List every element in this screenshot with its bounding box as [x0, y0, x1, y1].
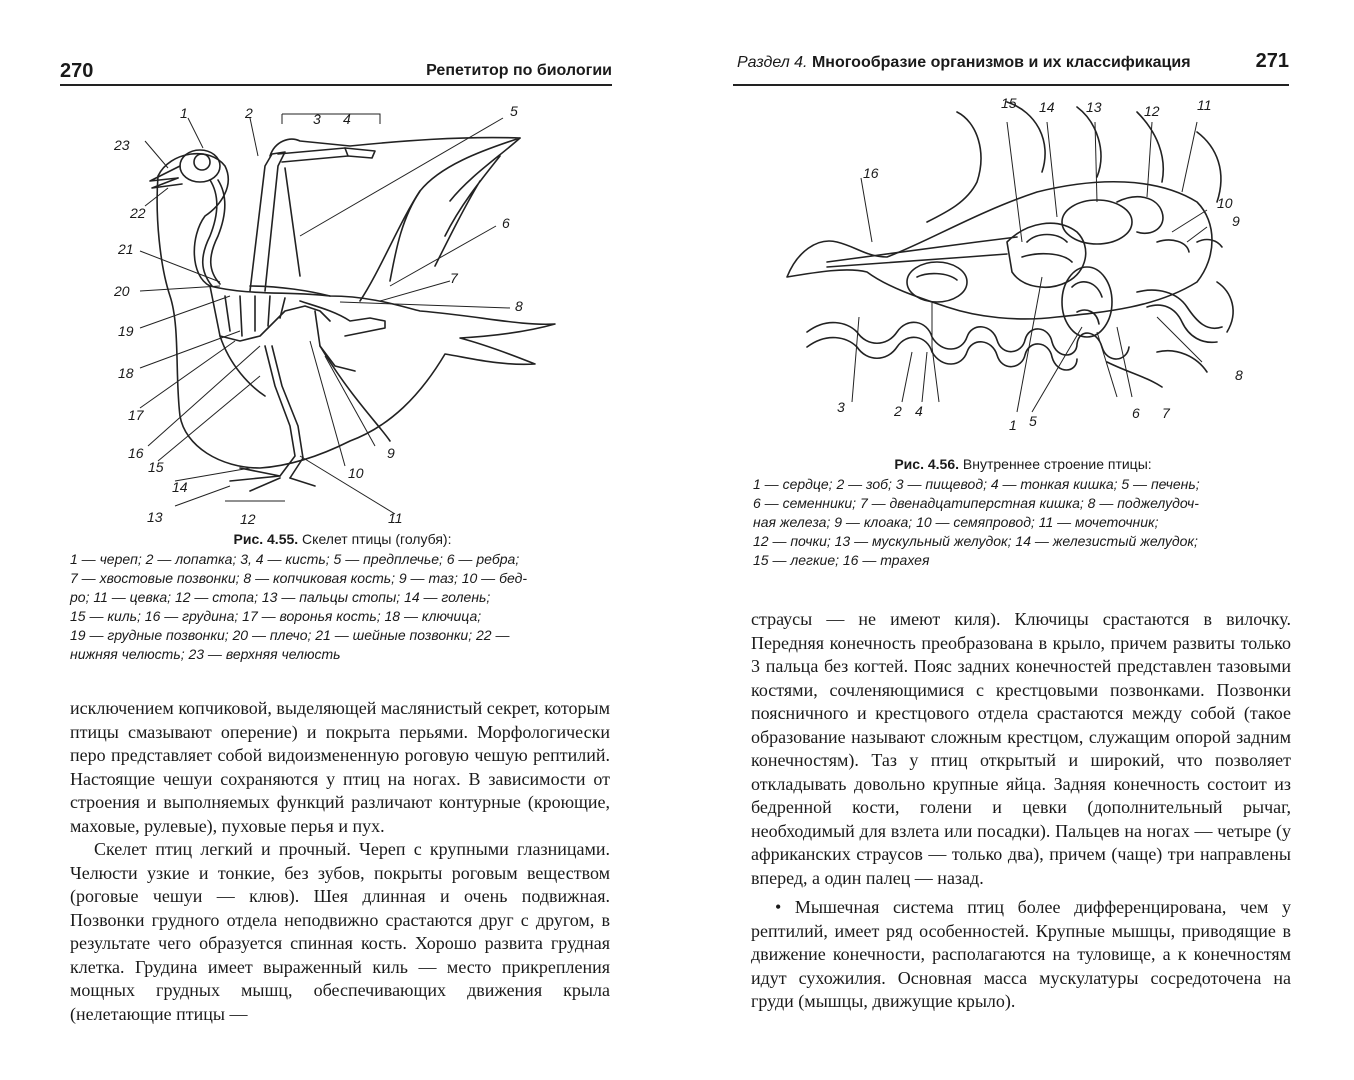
caption-line: 15 — легкие; 16 — трахея — [753, 552, 930, 568]
body-text — [70, 697, 610, 1026]
paragraph: • Мышечная система птиц более дифференцирована, чем у рептилий, имеет ряд особенностей. Крупные мышцы, приводящие в движение конечности, располагаются на туловище, а к конечностям идут сухожилия. Основная масса мускулатуры сосредоточена на груди (мышцы, движущие крыло). — [751, 897, 1291, 1011]
right-page — [677, 0, 1354, 1080]
figure-label: 6 — [1132, 405, 1140, 421]
figure-label: 16 — [128, 445, 144, 461]
right-page-header — [733, 50, 1289, 86]
figure-label: 9 — [1232, 213, 1240, 229]
section-label: Раздел 4. — [737, 54, 808, 71]
figure-label: 5 — [1029, 413, 1037, 429]
figure-label: 14 — [1039, 99, 1055, 115]
section-title: Многообразие организмов и их классификация — [807, 54, 1191, 71]
figure-label: 15 — [1001, 95, 1017, 111]
caption-line: ро; 11 — цевка; 12 — стопа; 13 — пальцы стопы; 14 — голень; — [70, 589, 491, 605]
figure-label: 3 — [313, 111, 321, 127]
figure-caption — [753, 455, 1293, 570]
skeleton-figure — [100, 96, 600, 526]
anatomy-drawing — [777, 92, 1257, 442]
figure-label: 8 — [515, 298, 523, 314]
figure-label: 16 — [863, 165, 879, 181]
skeleton-drawing — [100, 96, 600, 526]
caption-line: 7 — хвостовые позвонки; 8 — копчиковая кость; 9 — таз; 10 — бед- — [70, 570, 527, 586]
figure-label: 17 — [128, 407, 144, 423]
figure-label: 12 — [1144, 103, 1160, 119]
figure-label: 8 — [1235, 367, 1243, 383]
figure-label: 21 — [118, 241, 134, 257]
caption-number: Рис. 4.55. — [233, 531, 299, 547]
caption-title — [753, 455, 1293, 474]
figure-label: 9 — [387, 445, 395, 461]
running-title — [737, 54, 1191, 72]
paragraph: Скелет птиц легкий и прочный. Череп с крупными глазницами. Челюсти узкие и тонкие, без зубов, покрыты роговым веществом (роговые чешуи — клюв). Шея длинная и очень подвижная. Позвонки грудного отдела неподвижно срастаются друг с другом, в результате чего образуется спинная кость. Хорошо развита грудная клетка. Грудина имеет выраженный киль — место прикрепления мощных грудных мышц, обеспечивающих движения крыла (нелетающие птицы — — [70, 839, 610, 1024]
figure-label: 11 — [388, 510, 403, 526]
figure-label: 6 — [502, 215, 510, 231]
figure-label: 7 — [450, 270, 458, 286]
figure-label: 13 — [147, 509, 163, 525]
caption-line: ная железа; 9 — клоака; 10 — семяпровод; 11 — мочеточник; — [753, 514, 1159, 530]
figure-label: 2 — [245, 105, 253, 121]
caption-heading: Внутреннее строение птицы: — [959, 456, 1152, 472]
figure-label: 10 — [348, 465, 364, 481]
figure-label: 12 — [240, 511, 256, 527]
figure-label: 3 — [837, 399, 845, 415]
figure-label: 2 — [894, 403, 902, 419]
figure-label: 23 — [114, 137, 130, 153]
page-number: 270 — [60, 60, 94, 82]
figure-label: 22 — [130, 205, 146, 221]
caption-number: Рис. 4.56. — [894, 456, 959, 472]
caption-line: 6 — семенники; 7 — двенадцатиперстная кишка; 8 — поджелудоч- — [753, 495, 1199, 511]
figure-label: 15 — [148, 459, 164, 475]
figure-label: 7 — [1162, 405, 1170, 421]
caption-line: 15 — киль; 16 — грудина; 17 — воронья кость; 18 — ключица; — [70, 608, 482, 624]
figure-label: 14 — [172, 479, 188, 495]
caption-heading: Скелет птицы (голубя): — [298, 531, 452, 547]
figure-label: 19 — [118, 323, 134, 339]
caption-title — [70, 530, 615, 549]
body-text — [751, 608, 1291, 1014]
figure-label: 4 — [343, 111, 351, 127]
figure-label: 20 — [114, 283, 130, 299]
caption-line: 12 — почки; 13 — мускульный желудок; 14 — железистый желудок; — [753, 533, 1198, 549]
figure-label: 1 — [1009, 417, 1017, 433]
page-number: 271 — [1255, 50, 1289, 72]
figure-label: 10 — [1217, 195, 1233, 211]
figure-label: 18 — [118, 365, 134, 381]
anatomy-figure — [777, 92, 1257, 442]
figure-label: 5 — [510, 103, 518, 119]
figure-label: 13 — [1086, 99, 1102, 115]
figure-label: 11 — [1197, 97, 1212, 113]
caption-line: 1 — сердце; 2 — зоб; 3 — пищевод; 4 — тонкая кишка; 5 — печень; — [753, 476, 1200, 492]
caption-line: нижняя челюсть; 23 — верхняя челюсть — [70, 646, 341, 662]
paragraph: исключением копчиковой, выделяющей маслянистый секрет, которым птицы смазывают оперение) и покрыта перьями. Морфологически перо представляет собой видоизмененную роговую чешую рептилий. Настоящие чешуи сохраняются у птиц на ногах. В зависимости от строения и выполняемых функций различают контурные (кроющие, маховые, рулевые), пуховые перья и пух. — [70, 698, 610, 836]
figure-label: 4 — [915, 403, 923, 419]
figure-caption — [70, 530, 615, 664]
caption-line: 19 — грудные позвонки; 20 — плечо; 21 — шейные позвонки; 22 — — [70, 627, 510, 643]
running-title: Репетитор по биологии — [426, 62, 612, 79]
caption-line: 1 — череп; 2 — лопатка; 3, 4 — кисть; 5 — предплечье; 6 — ребра; — [70, 551, 520, 567]
paragraph: страусы — не имеют киля). Ключицы срастаются в вилочку. Передняя конечность преобразована в крыло, причем развиты только 3 пальца без когтей. Пояс задних конечностей представлен тазовыми костями, сочленяющимися с крестцовыми позвонками. Позвонки поясничного и крестцового отдела срастаются между собой (такое образование называют сложным крестцом, служащим опорой задним конечностям). Таз у птиц открытый и широкий, что позволяет откладывать довольно крупные яйца. Задняя конечность состоит из бедренной кости, голени и цевки (дополнительный рычаг, необходимый для взлета или посадки). Пальцев на ногах — четыре (у африканских страусов — только два), причем (чаще) три направлены вперед, а один палец — назад. — [751, 609, 1291, 888]
figure-label: 1 — [180, 105, 188, 121]
left-page-header — [60, 50, 612, 86]
